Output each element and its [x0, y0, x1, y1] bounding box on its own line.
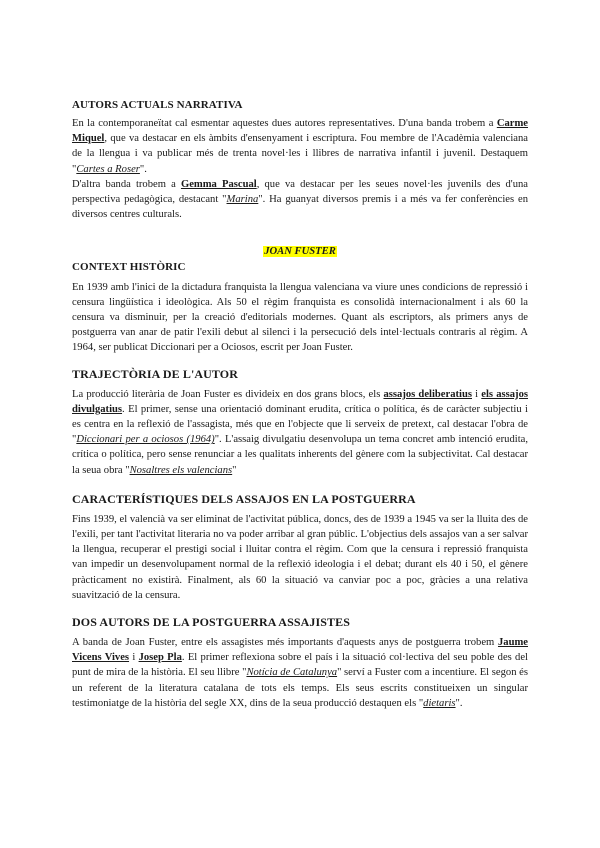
text-run: i — [129, 652, 139, 664]
text-run: En la contemporaneïtat cal esmentar aquestes dues autores representatives. D'una banda trobem a — [72, 118, 497, 129]
section-caracteristiques — [72, 492, 528, 603]
text-run: i — [472, 388, 482, 400]
work-title: Cartes a Roser — [76, 163, 140, 175]
key-term: els assajos divulgatius — [72, 388, 528, 415]
text-run: . El primer reflexiona sobre el país i la situació col·lectiva del seu poble des del punt de mira de la història. El seu llibre " — [72, 652, 529, 679]
work-title: Marina — [226, 194, 259, 206]
text-run: ". — [455, 697, 463, 709]
text-run: D'altra banda trobem a — [72, 178, 181, 190]
key-term: assajos deliberatius — [383, 388, 472, 400]
text-run: ". L'assaig divulgatiu desenvolupa un tema concret amb intenció erudita, crítica o política, pero sense renunciar a les qualitats inherents del gènere com la subjectivitat. Cal destacar la seua obra " — [72, 434, 528, 476]
document-page — [72, 98, 528, 711]
work-title: Diccionari per a ociosos (1964) — [76, 434, 215, 446]
work-title: Notícia de Catalunya — [246, 667, 338, 679]
paragraph-context: En 1939 amb l'inici de la dictadura franquista la llengua valenciana va viure unes condicions de repressió i censura lingüística i ideològica. Als 50 el règim franquista es consolidà internacionalment i als 60 la censura va disminuir, per la creació d'editorials modernes. Quant als escriptors, als primers anys de postguerra van anar de patir l'exili debut al silenci i la persecució dels intel·lectuals contraris al règim. A 1964, ser publicat Diccionari per a Ociosos, escrit per Joan Fuster. — [72, 281, 528, 354]
author-name: Carme Miquel — [72, 118, 528, 145]
text-run: , que va destacar per les seues novel·les juvenils des d'una perspectiva pedagògica, destacant " — [72, 178, 529, 206]
section-heading: CARACTERÍSTIQUES DELS ASSAJOS EN LA POSTGUERRA — [72, 491, 416, 506]
section-heading: AUTORS ACTUALS NARRATIVA — [72, 99, 243, 111]
text-run: " serví a Fuster com a incentiure. El segon és un referent de la literatura catalana de tots els temps. Els seus escrits constitueixen un singular testimoniatge de la història del segle XX, dins de la seua producció destaquen els " — [72, 667, 528, 709]
text-run: . El primer, sense una orientació dominant erudita, crítica o política, és de caràcter subjectiu i es centra en la reflexió de l'assagista, més que en l'objecte que li serveix de pretext, cal destacar l'obra de " — [72, 403, 528, 446]
chapter-title: JOAN FUSTER — [264, 246, 336, 258]
section-heading: CONTEXT HISTÒRIC — [72, 260, 186, 273]
paragraph-dos-autors — [72, 635, 528, 711]
paragraph-trajectoria — [72, 387, 528, 478]
text-run: La producció literària de Joan Fuster es divideix en dos grans blocs, els — [72, 388, 384, 400]
author-name: Josep Pla — [138, 652, 182, 664]
work-title: dietaris — [423, 697, 456, 709]
paragraph-carme-miquel — [72, 116, 528, 177]
section-dos-autors — [72, 615, 528, 711]
text-run: , que va destacar en els àmbits d'ensenyament i escriptura. Fou membre de l'Acadèmia valenciana de la llengua i va publicar més de trenta novel·les i llibres de narrativa infantil i juvenil. Destaquem " — [72, 133, 528, 175]
paragraph-gemma-pascual — [72, 177, 528, 223]
paragraph-caracteristiques: Fins 1939, el valencià va ser eliminat de l'activitat pública, doncs, des de 1939 a 1945 va ser la lluita des de l'exili, per tant l'activitat literaria no va poder arribar al gran públic. L'objectius dels assajos van a ser salvar la llengua, recuperar el prestigi social i lluitar contra el règim. Com que la censura i repressió franquista van impedir un desenvolupament normal de la reflexió ideologia i el debat; durant els 40 i 50, el gènere pràcticament no existirà. Finalment, als 60 la situació va canviar poc a poc, gràcies a una relativa suavització de la censura. — [72, 513, 528, 601]
section-trajectoria — [72, 367, 528, 478]
author-name: Jaume Vicens Vives — [72, 637, 528, 664]
text-run: ". Ha guanyat diversos premis i a més va fer conferències en diversos centres culturals. — [72, 194, 528, 221]
section-autors-actuals — [72, 98, 528, 222]
text-run: " — [232, 464, 237, 476]
author-name: Gemma Pascual — [180, 178, 257, 190]
text-run: ". — [139, 163, 147, 175]
section-context-historic — [72, 244, 528, 355]
section-heading: DOS AUTORS DE LA POSTGUERRA ASSAJISTES — [72, 615, 351, 630]
work-title: Nosaltres els valencians — [129, 464, 233, 476]
section-heading: TRAJECTÒRIA DE L'AUTOR — [72, 366, 239, 381]
text-run: A banda de Joan Fuster, entre els assagistes més importants d'aquests anys de postguerra trobem — [72, 637, 498, 649]
